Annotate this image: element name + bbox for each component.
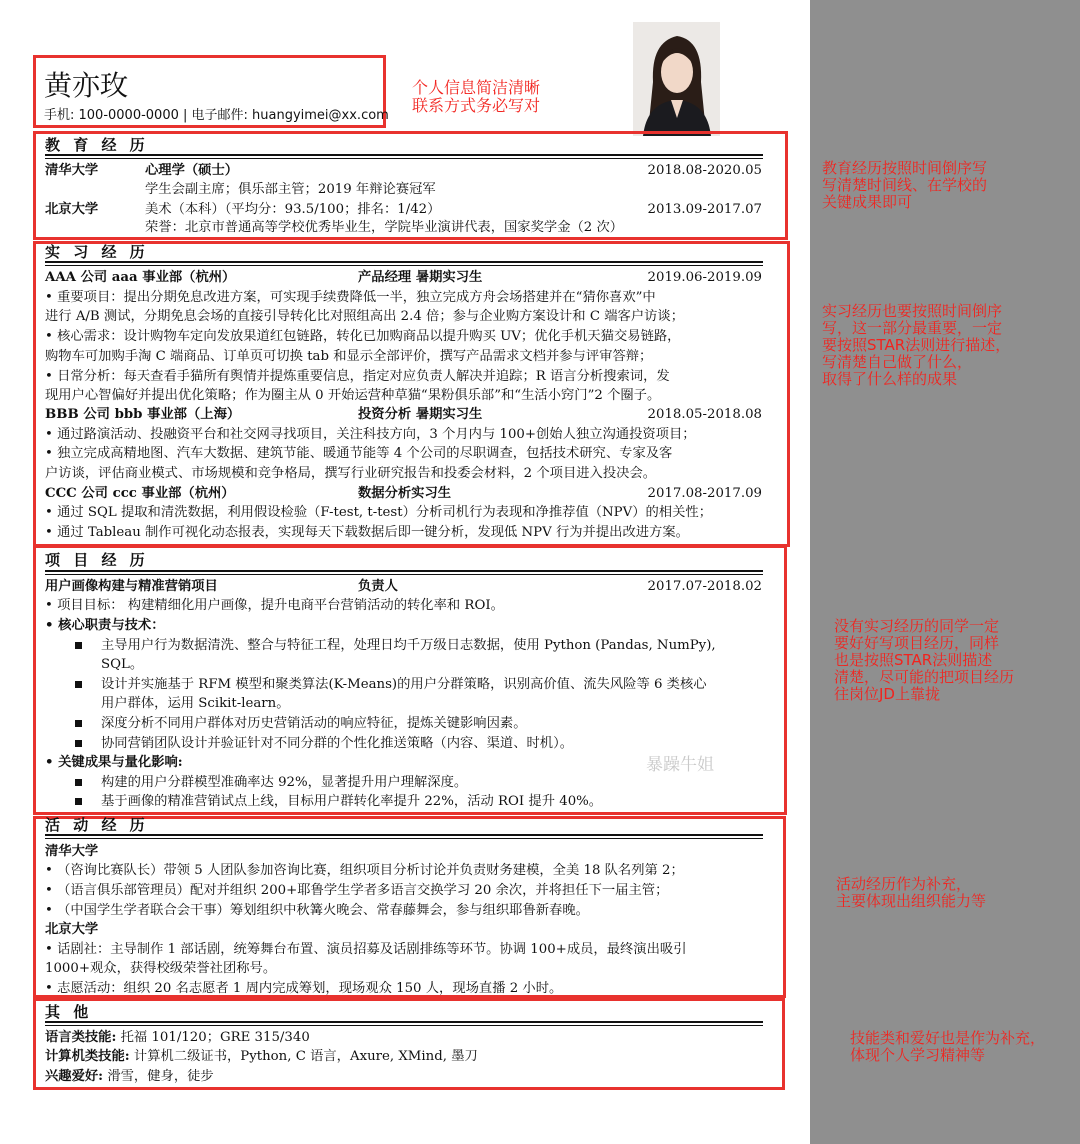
others-label: 计算机类技能:	[45, 1049, 130, 1064]
profile-photo	[633, 22, 720, 136]
project-duty: 深度分析不同用户群体对历史营销活动的响应特征，提炼关键影响因素。	[101, 716, 527, 731]
project-title: 项 目 经 历	[45, 551, 149, 569]
edu-school-2: 北京大学	[45, 202, 99, 217]
activity-rule	[45, 834, 763, 836]
job-line: • 通过路演活动、投融资平台和社交网寻找项目，关注科技方向，3 个月内与 100+创始人独立沟通投资项目；	[45, 427, 696, 442]
others-title: 其 他	[45, 1003, 93, 1021]
bullet-square-icon	[75, 681, 82, 688]
others-rule	[45, 1021, 763, 1023]
job-company-1: AAA 公司 aaa 事业部（杭州）	[45, 270, 236, 285]
others-item	[45, 1029, 310, 1047]
others-label: 语言类技能:	[45, 1030, 117, 1045]
activity-line: • （中国学生学者联合会干事）筹划组织中秋篝火晚会、常春藤舞会，参与组织耶鲁新春晚。	[45, 903, 589, 918]
activity-line: • （语言俱乐部管理员）配对并组织 200+耶鲁学生学者多语言交换学习 20 余次，并将担任下一届主管；	[45, 883, 669, 898]
edu-date-2: 2013.09-2017.07	[647, 202, 762, 217]
project-date: 2017.07-2018.02	[647, 579, 762, 594]
job-role-1: 产品经理 暑期实习生	[358, 270, 483, 285]
candidate-name: 黄亦玫	[44, 69, 129, 102]
education-rule	[45, 154, 763, 156]
bullet-square-icon	[75, 779, 82, 786]
header-annotation: 个人信息简洁清晰 联系方式务必写对	[412, 78, 541, 115]
job-line: • 核心需求：设计购物车定向发放果道红包链路，转化已加购商品以提升购买 UV；优化手机天猫交易链路，	[45, 329, 681, 344]
internship-annotation: 实习经历也要按照时间倒序 写，这一部分最重要，一定 要按照STAR法则进行描述， 写清楚自己做了什么， 取得了什么样的成果	[822, 302, 1011, 388]
project-result: 构建的用户分群模型准确率达 92%，显著提升用户理解深度。	[101, 775, 468, 790]
others-rule-thin	[45, 1025, 763, 1026]
internship-rule	[45, 261, 763, 263]
contact-info: 手机: 100-0000-0000 | 电子邮件: huangyimei@xx.com	[44, 108, 389, 123]
bullet-square-icon	[75, 740, 82, 747]
others-item	[45, 1068, 214, 1086]
activity-line: • 志愿活动：组织 20 名志愿者 1 周内完成筹划，现场观众 150 人，现场直播 2 小时。	[45, 981, 563, 996]
project-duties-head: • 核心职责与技术：	[45, 618, 165, 633]
job-role-3: 数据分析实习生	[358, 486, 452, 501]
job-date-3: 2017.08-2017.09	[647, 486, 762, 501]
edu-major-1: 心理学（硕士）	[145, 163, 239, 178]
activity-school-2: 北京大学	[45, 922, 99, 937]
edu-major-2: 美术（本科）（平均分：93.5/100；排名：1/42）	[145, 202, 441, 217]
job-line: 现用户心智偏好并提出优化策略；作为圈主从 0 开始运营种草猫“果粉俱乐部”和“生活小窍门”2 个圈子。	[45, 388, 661, 403]
job-line: • 重要项目：提出分期免息改进方案，可实现手续费降低一半，独立完成方舟会场搭建并在“猜你喜欢”中	[45, 290, 656, 305]
job-line: • 独立完成高精地图、汽车大数据、建筑节能、暖通节能等 4 个公司的尽职调查，包括技术研究、专家及客	[45, 446, 673, 461]
activity-school-1: 清华大学	[45, 844, 99, 859]
edu-detail-1: 学生会副主席；俱乐部主管；2019 年辩论赛冠军	[145, 182, 436, 197]
others-label: 兴趣爱好:	[45, 1069, 104, 1084]
bullet-square-icon	[75, 642, 82, 649]
bullet-square-icon	[75, 720, 82, 727]
job-line: • 通过 Tableau 制作可视化动态报表，实现每天下载数据后即一键分析，发现低 NPV 行为并提出改进方案。	[45, 525, 689, 540]
edu-detail-2: 荣誉：北京市普通高等学校优秀毕业生，学院毕业演讲代表，国家奖学金（2 次）	[145, 220, 624, 235]
internship-title: 实 习 经 历	[45, 243, 149, 261]
watermark-text: 暴躁牛姐	[646, 755, 714, 775]
edu-school-1: 清华大学	[45, 163, 99, 178]
others-item	[45, 1048, 478, 1066]
bullet-square-icon	[75, 798, 82, 805]
job-role-2: 投资分析 暑期实习生	[358, 407, 483, 422]
activity-line: 1000+观众，获得校级荣誉社团称号。	[45, 961, 277, 976]
project-goal: • 项目目标： 构建精细化用户画像，提升电商平台营销活动的转化率和 ROI。	[45, 598, 504, 613]
job-line: 户访谈，评估商业模式、市场规模和竞争格局，撰写行业研究报告和投委会材料，2 个项目进入投决会。	[45, 466, 657, 481]
project-role: 负责人	[358, 579, 398, 594]
project-result: 基于画像的精准营销试点上线，目标用户群转化率提升 22%，活动 ROI 提升 40%。	[101, 794, 603, 809]
project-duty: 协同营销团队设计并验证针对不同分群的个性化推送策略（内容、渠道、时机）。	[101, 736, 574, 751]
education-rule-thin	[45, 158, 763, 159]
project-duty: SQL。	[101, 657, 144, 672]
activity-line: • （咨询比赛队长）带领 5 人团队参加咨询比赛，组织项目分析讨论并负责财务建模，全美 18 队名列第 2；	[45, 863, 684, 878]
job-date-1: 2019.06-2019.09	[647, 270, 762, 285]
others-value: 托福 101/120；GRE 315/340	[116, 1030, 310, 1045]
activity-line: • 话剧社：主导制作 1 部话剧，统筹舞台布置、演员招募及话剧排练等环节。协调 100+成员，最终演出吸引	[45, 942, 687, 957]
project-rule-thin	[45, 574, 763, 575]
project-annotation: 没有实习经历的同学一定 要好好写项目经历，同样 也是按照STAR法则描述 清楚，尽可能的把项目经历 往岗位JD上靠拢	[834, 617, 1015, 703]
others-value: 计算机二级证书，Python, C 语言，Axure, XMind, 墨刀	[129, 1049, 478, 1064]
job-company-2: BBB 公司 bbb 事业部（上海）	[45, 407, 241, 422]
internship-rule-thin	[45, 265, 763, 266]
project-duty: 设计并实施基于 RFM 模型和聚类算法(K-Means)的用户分群策略，识别高价值、流失风险等 6 类核心	[101, 677, 707, 692]
project-results-head: • 关键成果与量化影响:	[45, 755, 183, 770]
job-line: • 日常分析：每天查看手猫所有舆情并提炼重要信息，指定对应负责人解决并追踪；R 语言分析搜索词，发	[45, 369, 670, 384]
job-company-3: CCC 公司 ccc 事业部（杭州）	[45, 486, 235, 501]
others-annotation: 技能类和爱好也是作为补充， 体现个人学习精神等	[850, 1029, 1046, 1064]
others-value: 滑雪，健身，徒步	[103, 1069, 214, 1084]
job-line: 购物车可加购手淘 C 端商品、订单页可切换 tab 和显示全部评价，撰写产品需求文档并参与评审答辩；	[45, 349, 653, 364]
activity-annotation: 活动经历作为补充， 主要体现出组织能力等	[836, 875, 987, 910]
job-line: • 通过 SQL 提取和清洗数据，利用假设检验（F-test, t-test）分析司机行为表现和净推荐值（NPV）的相关性；	[45, 505, 712, 520]
activity-rule-thin	[45, 838, 763, 839]
education-title: 教 育 经 历	[45, 136, 149, 154]
activity-title: 活 动 经 历	[45, 816, 149, 834]
project-rule	[45, 570, 763, 572]
job-date-2: 2018.05-2018.08	[647, 407, 762, 422]
project-name: 用户画像构建与精准营销项目	[45, 579, 218, 594]
job-line: 进行 A/B 测试，分期免息会场的直接引导转化比对照组高出 2.4 倍；参与企业购方案设计和 C 端客户访谈；	[45, 309, 685, 324]
project-duty: 用户群体，运用 Scikit-learn。	[101, 696, 290, 711]
annotation-sidebar	[810, 0, 1080, 1144]
project-duty: 主导用户行为数据清洗、整合与特征工程，处理日均千万级日志数据，使用 Python (Pandas, NumPy),	[101, 638, 716, 653]
education-annotation: 教育经历按照时间倒序写 写清楚时间线、在学校的 关键成果即可	[822, 159, 988, 211]
edu-date-1: 2018.08-2020.05	[647, 163, 762, 178]
